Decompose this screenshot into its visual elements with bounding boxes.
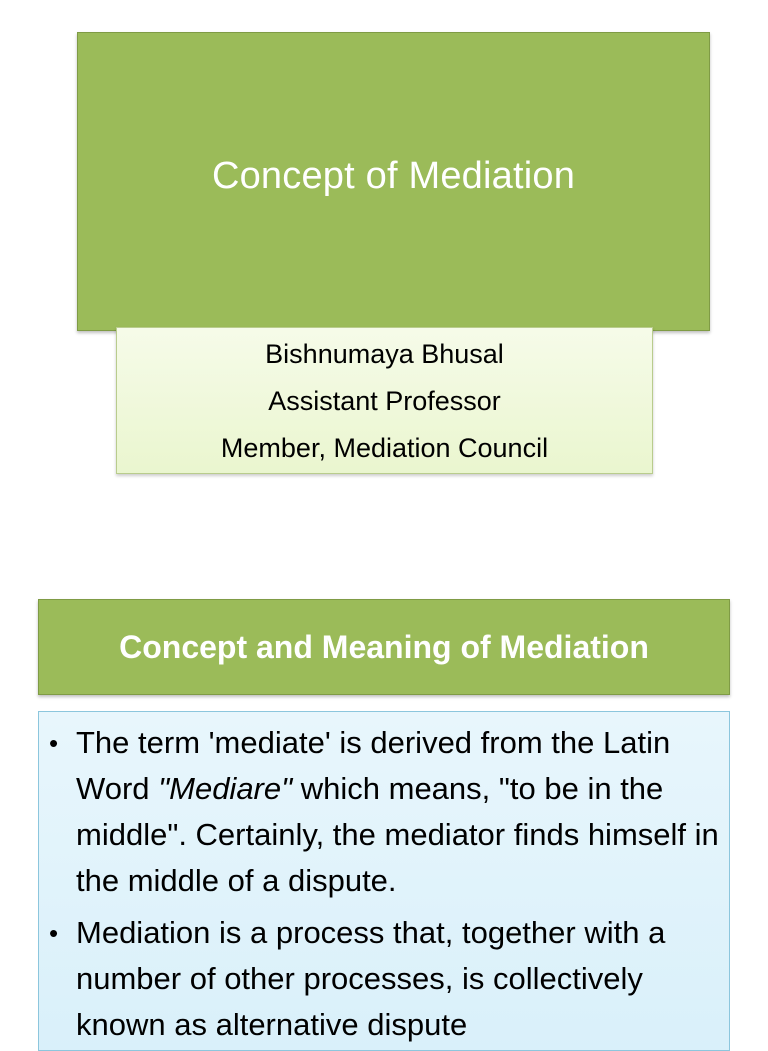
author-membership: Member, Mediation Council — [220, 433, 549, 463]
bullet-icon: • — [49, 918, 59, 948]
title-slide-box — [77, 32, 710, 331]
author-position: Assistant Professor — [268, 386, 501, 416]
section-heading: Concept and Meaning of Mediation — [119, 628, 649, 665]
section-heading-box — [38, 599, 730, 695]
author-name: Bishnumaya Bhusal — [265, 339, 504, 369]
author-info-box — [116, 327, 653, 474]
bullet-text-italic: "Mediare" — [158, 771, 293, 806]
bullet-text-start: The term 'mediate' is derived from the Latin Word — [76, 725, 671, 806]
bullet-icon: • — [49, 728, 59, 758]
bullet-text-start: Mediation is a process that, together with a number of other processes, is collectively known as alternative dispute — [76, 915, 666, 1042]
bullet-item — [47, 720, 721, 904]
bullet-item — [47, 910, 721, 1048]
bullet-list — [47, 720, 721, 1048]
slide-title: Concept of Mediation — [211, 155, 576, 197]
content-box — [38, 711, 730, 1051]
bullet-text-end: which means, "to be in the middle". Certainly, the mediator finds himself in the middle of a dispute. — [76, 771, 719, 898]
